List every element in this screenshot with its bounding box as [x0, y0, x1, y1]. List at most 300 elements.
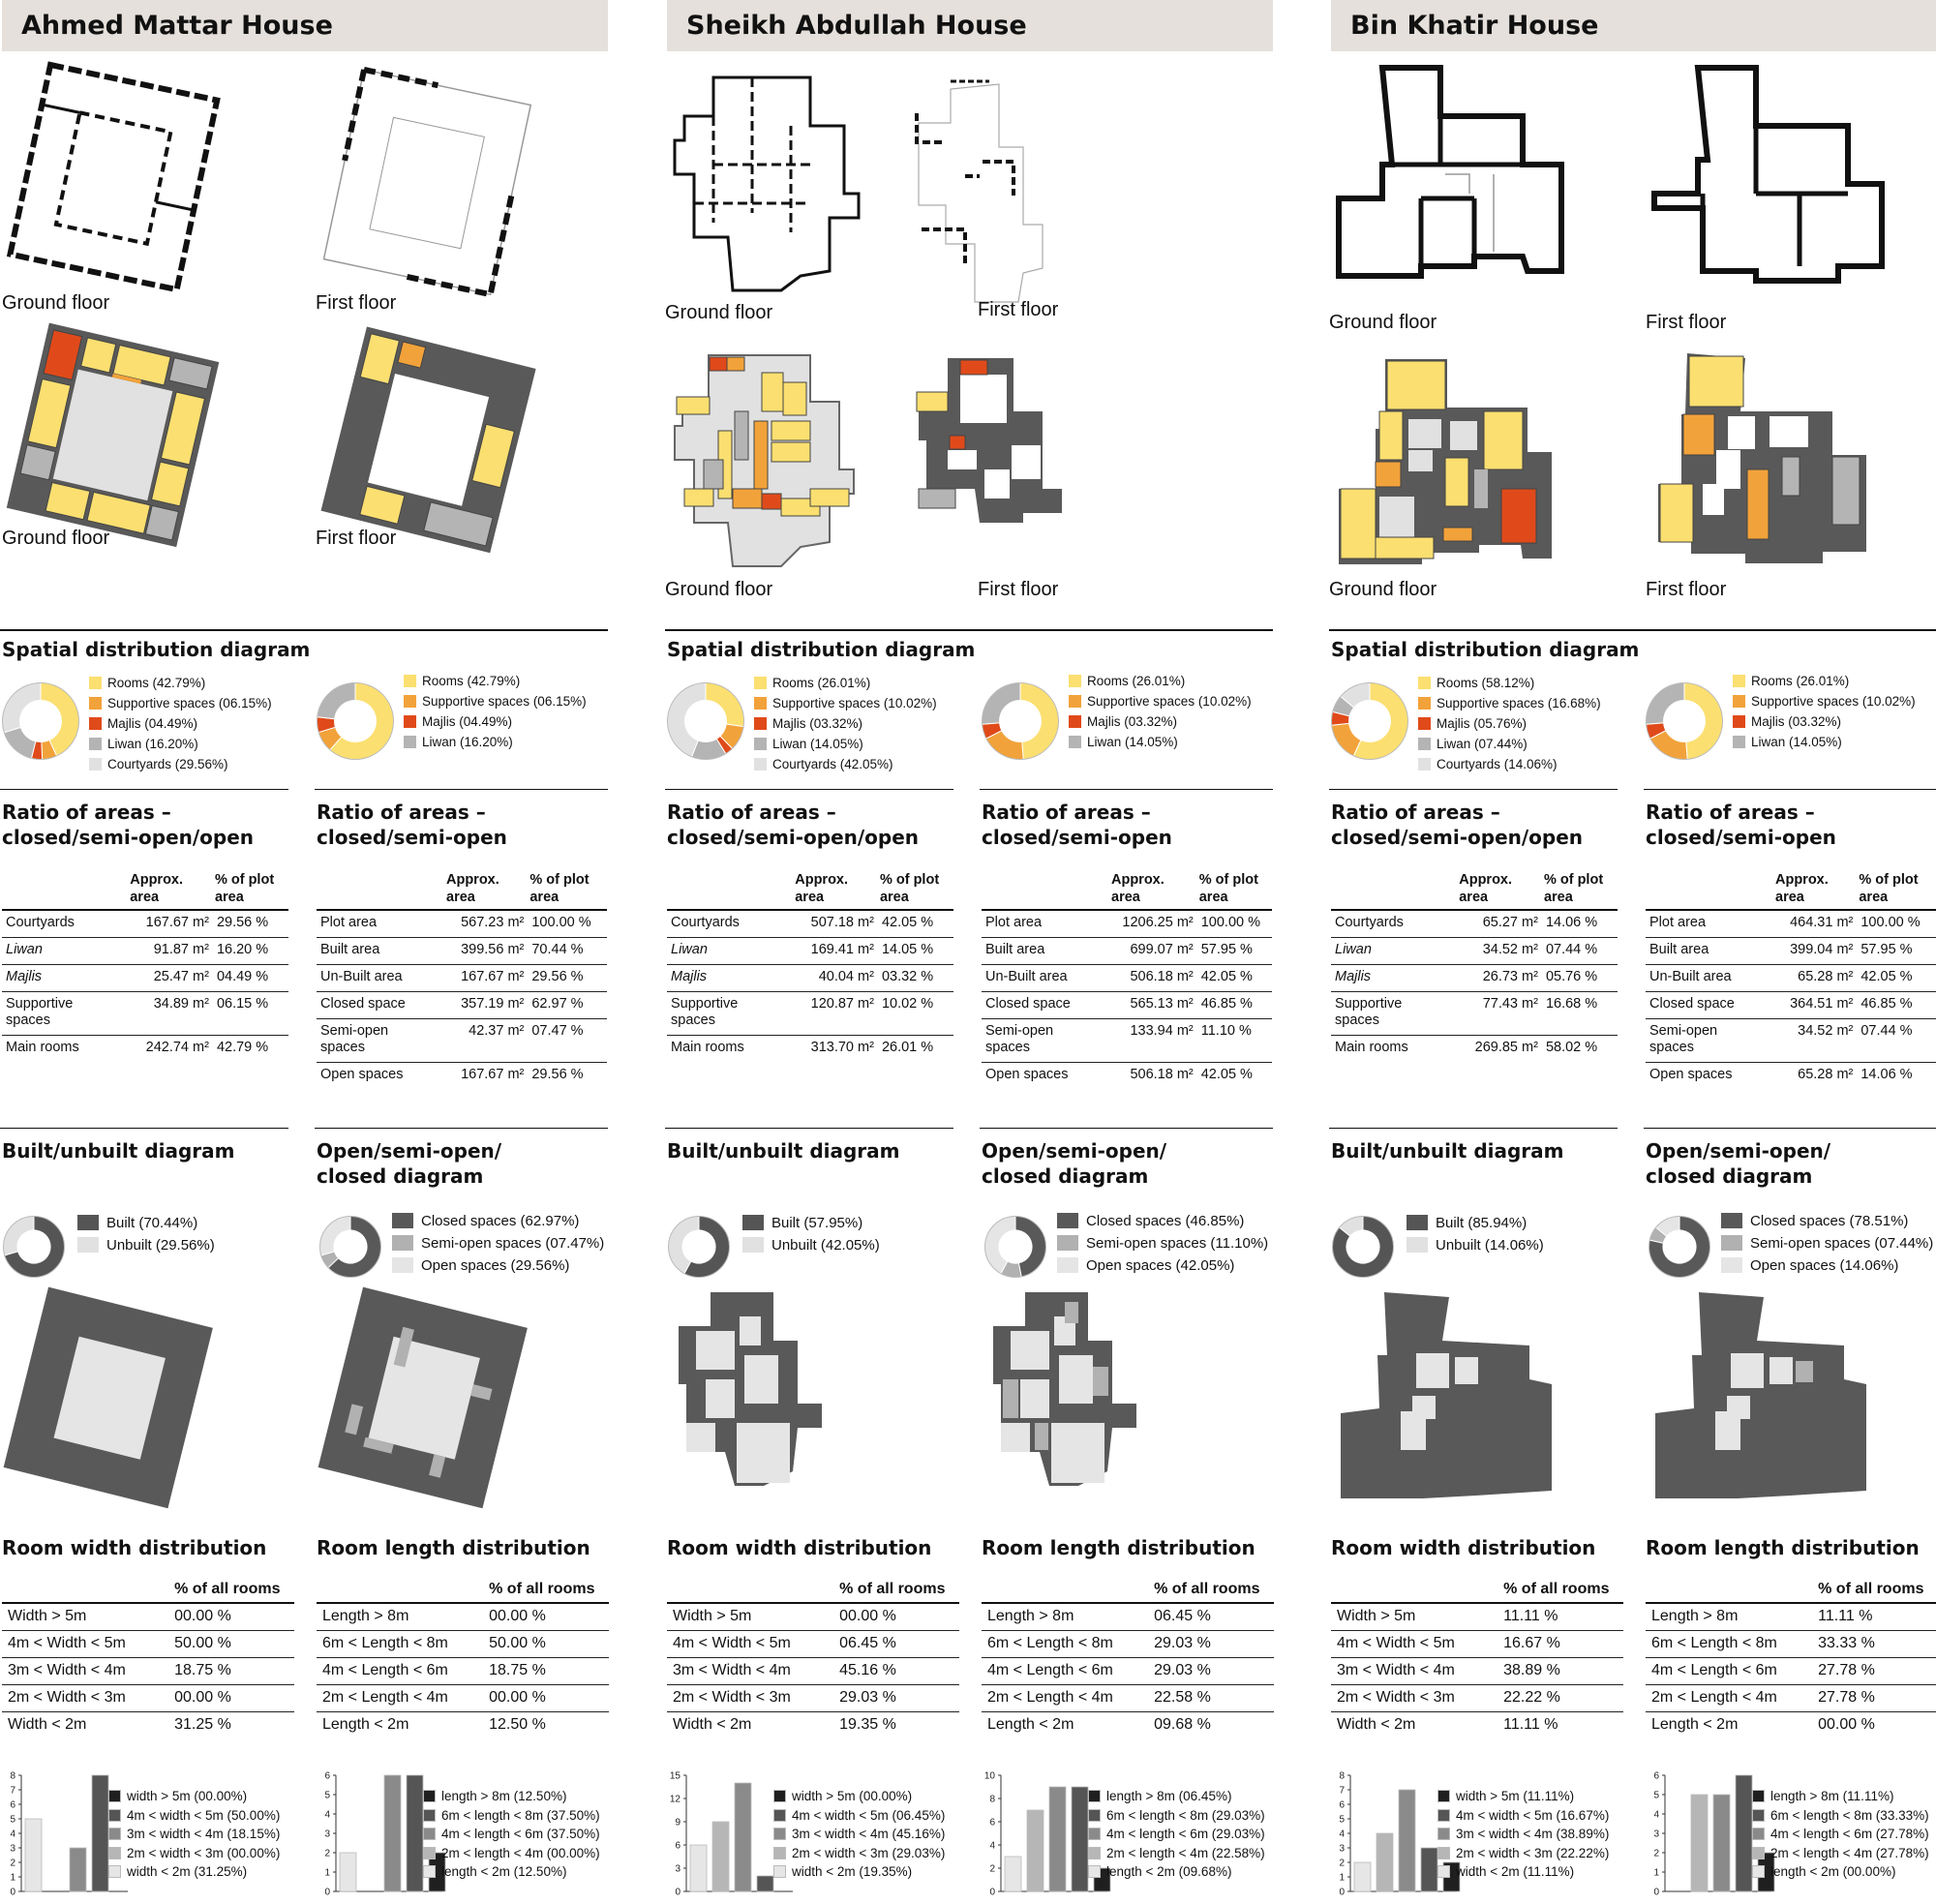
y-tick-label: 6 — [324, 1770, 330, 1782]
table-row — [1331, 1036, 1618, 1063]
legend-swatch — [1733, 715, 1745, 728]
divider — [1329, 1128, 1618, 1129]
row-label: Width < 2m — [667, 1712, 833, 1739]
row-label: Supportive spaces — [667, 992, 793, 1036]
col-area-header: Approx. area — [795, 872, 849, 905]
row-pct: 22.22 % — [1497, 1685, 1623, 1712]
row-label: 6m < Length < 8m — [1646, 1631, 1812, 1658]
row-label: Un-Built area — [1646, 965, 1773, 992]
legend-item — [1733, 732, 1916, 752]
table-row — [2, 1685, 294, 1712]
row-pct: 00.00 % — [483, 1685, 609, 1712]
legend-swatch — [742, 1237, 764, 1253]
plan-room — [1782, 457, 1800, 496]
table-row — [317, 1631, 609, 1658]
row-pct: 29.56 % — [528, 1063, 607, 1090]
table-row — [667, 910, 953, 938]
legend-label: 6m < length < 8m (33.33%) — [1770, 1807, 1929, 1823]
row-pct: 19.35 % — [833, 1712, 959, 1739]
table-header — [1331, 1581, 1623, 1603]
row-pct: 03.32 % — [878, 965, 953, 992]
legend-label: Majlis (03.32%) — [1751, 714, 1842, 729]
ground-floor-caption: Ground floor — [665, 579, 773, 600]
legend-item — [423, 1844, 600, 1863]
divider — [0, 1128, 288, 1129]
y-tick-label: 3 — [675, 1863, 681, 1875]
plan-room — [684, 489, 713, 506]
table-row — [1646, 938, 1936, 965]
ground-floor-caption: Ground floor — [665, 302, 773, 323]
table-row — [667, 1036, 953, 1063]
legend-swatch — [1088, 1847, 1101, 1859]
legend-label: width > 5m (00.00%) — [792, 1789, 913, 1803]
legend-swatch — [404, 695, 416, 708]
legend-label: 4m < width < 5m (50.00%) — [127, 1807, 281, 1823]
legend-label: Courtyards (14.06%) — [1437, 757, 1558, 771]
row-pct: 10.02 % — [878, 992, 953, 1036]
y-tick-label: 7 — [10, 1785, 15, 1797]
built-donut — [1, 1214, 67, 1280]
legend-label: length > 8m (12.50%) — [441, 1789, 567, 1803]
legend-item — [1733, 671, 1916, 691]
legend-label: Courtyards (29.56%) — [107, 757, 228, 771]
legend-swatch — [1418, 717, 1431, 730]
table-row — [982, 910, 1272, 938]
row-pct: 16.20 % — [213, 938, 288, 965]
y-tick-label: 5 — [10, 1814, 15, 1826]
legend-item — [108, 1787, 280, 1806]
table-row — [1331, 1685, 1623, 1712]
legend-label: Rooms (58.12%) — [1437, 676, 1535, 690]
first-floor-caption: First floor — [316, 528, 397, 549]
legend-swatch — [89, 738, 102, 750]
legend-swatch — [754, 758, 767, 771]
osc-donut — [318, 1214, 383, 1280]
legend-swatch — [1752, 1828, 1765, 1840]
donut-hole — [16, 1229, 50, 1263]
row-label: Main rooms — [2, 1036, 128, 1063]
row-label: Semi-open spaces — [1646, 1019, 1773, 1063]
legend-swatch — [1088, 1809, 1101, 1822]
row-pct: 29.03 % — [1148, 1658, 1274, 1685]
bar — [25, 1819, 42, 1891]
plan-room — [1770, 1357, 1793, 1384]
legend-swatch — [1057, 1257, 1078, 1273]
row-label: Open spaces — [1646, 1063, 1773, 1090]
plan-room — [762, 494, 781, 509]
table-row — [317, 1712, 609, 1739]
row-label: Liwan — [1331, 938, 1457, 965]
legend-item — [1088, 1862, 1265, 1882]
y-tick-label: 6 — [989, 1817, 995, 1828]
y-tick-label: 1 — [1339, 1872, 1345, 1884]
legend-label: 3m < width < 4m (45.16%) — [792, 1827, 946, 1841]
row-label: Supportive spaces — [1331, 992, 1457, 1036]
legend-swatch — [1752, 1847, 1765, 1859]
plan-room — [1455, 1357, 1478, 1384]
legend-swatch — [1721, 1235, 1742, 1251]
bar — [1049, 1787, 1066, 1891]
row-pct: 07.47 % — [528, 1019, 607, 1063]
legend-item — [404, 732, 587, 752]
table-row — [1331, 1603, 1623, 1631]
plan-room — [710, 357, 727, 371]
y-tick-label: 15 — [669, 1770, 681, 1782]
length-legend — [1088, 1787, 1265, 1882]
row-pct: 05.76 % — [1542, 965, 1618, 992]
y-tick-label: 6 — [1339, 1799, 1345, 1811]
plan-room — [1001, 1423, 1030, 1452]
bar — [407, 1775, 423, 1891]
spatial-title: Spatial distribution diagram — [2, 638, 311, 661]
row-label: 3m < Width < 4m — [667, 1658, 833, 1685]
table-header — [982, 1581, 1274, 1603]
row-pct: 33.33 % — [1812, 1631, 1936, 1658]
bar — [757, 1876, 773, 1891]
legend-swatch — [404, 675, 416, 687]
legend-swatch — [1057, 1235, 1078, 1251]
table-row — [317, 1063, 607, 1090]
plan-room — [145, 505, 178, 540]
plan-room — [984, 469, 1010, 499]
row-pct: 29.56 % — [213, 910, 288, 938]
plan-room — [1703, 484, 1724, 515]
legend-swatch — [392, 1235, 413, 1251]
col-area-header: Approx. area — [1775, 872, 1829, 905]
row-pct: 45.16 % — [833, 1658, 959, 1685]
table-row — [982, 965, 1272, 992]
row-pct: 27.78 % — [1812, 1658, 1936, 1685]
divider — [1329, 789, 1618, 790]
plan-room — [1408, 450, 1433, 471]
row-area: 464.31 m² — [1773, 910, 1857, 938]
legend — [404, 671, 587, 752]
legend-item — [1418, 754, 1601, 774]
table-header — [667, 871, 953, 910]
row-label: 2m < Length < 4m — [982, 1685, 1148, 1712]
built-donut — [666, 1214, 732, 1280]
col-pct-header: % of plot area — [879, 872, 940, 905]
legend-item — [423, 1862, 600, 1882]
legend-swatch — [754, 738, 767, 750]
width-legend — [773, 1787, 945, 1882]
row-label: Length < 2m — [982, 1712, 1148, 1739]
y-tick-label: 5 — [1653, 1790, 1659, 1801]
plan-room — [1796, 1361, 1813, 1382]
y-tick-label: 0 — [10, 1887, 15, 1898]
table-row — [667, 1631, 959, 1658]
first-floor-caption: First floor — [1646, 579, 1727, 600]
row-area: 34.52 m² — [1773, 1019, 1857, 1063]
legend-label: Liwan (14.05%) — [1087, 735, 1178, 749]
divider — [980, 789, 1273, 790]
ground-floor-caption: Ground floor — [2, 528, 110, 549]
legend-item — [773, 1806, 945, 1826]
legend-item — [1069, 711, 1252, 732]
row-pct: 31.25 % — [168, 1712, 294, 1739]
length-distribution-table — [982, 1581, 1274, 1738]
legend-label: Unbuilt (14.06%) — [1436, 1237, 1544, 1254]
osc-donut — [983, 1214, 1048, 1280]
ground-floor-use-plan — [4, 329, 227, 547]
legend-label: Rooms (26.01%) — [772, 676, 871, 690]
row-pct: 00.00 % — [1812, 1712, 1936, 1739]
builtunbuilt-title: Built/unbuilt diagram — [1331, 1139, 1564, 1163]
table-corner — [667, 1581, 833, 1603]
legend-label: Rooms (42.79%) — [422, 674, 521, 688]
house-title: Bin Khatir House — [1331, 0, 1936, 51]
table-header — [1331, 871, 1618, 910]
osc-title: Open/semi-open/ closed diagram — [1646, 1139, 1831, 1188]
table-row — [2, 992, 288, 1036]
legend-swatch — [77, 1237, 99, 1253]
legend-item — [89, 673, 272, 693]
bar — [340, 1853, 356, 1891]
row-pct: 42.79 % — [213, 1036, 288, 1063]
plan-room — [1065, 1302, 1078, 1323]
legend-swatch — [1733, 695, 1745, 708]
row-label: Supportive spaces — [2, 992, 128, 1036]
legend-label: Semi-open spaces (11.10%) — [1086, 1235, 1269, 1252]
legend-swatch — [773, 1809, 786, 1822]
first-floor-plan — [319, 73, 542, 305]
ratio-closed-title: Ratio of areas – closed/semi-open — [1646, 801, 1836, 849]
plan-room — [1832, 457, 1860, 525]
legend-item — [1088, 1806, 1265, 1826]
row-area: 34.89 m² — [128, 992, 213, 1036]
legend-label: Semi-open spaces (07.47%) — [421, 1235, 605, 1252]
table-row — [2, 1631, 294, 1658]
legend-swatch — [1437, 1847, 1450, 1859]
table-corner — [317, 871, 444, 910]
legend-item — [1752, 1806, 1929, 1826]
plan-room — [735, 411, 748, 460]
table-row — [1331, 1658, 1623, 1685]
plan-room — [677, 397, 710, 414]
row-label: Plot area — [317, 910, 444, 938]
ground-floor-caption: Ground floor — [1329, 312, 1437, 333]
col-pct-rooms-header: % of all rooms — [1818, 1581, 1924, 1597]
legend-swatch — [89, 677, 102, 689]
plan-shape — [1341, 1292, 1552, 1498]
table-row — [1646, 1063, 1936, 1090]
legend-label: Rooms (26.01%) — [1087, 674, 1186, 688]
plan-room — [704, 460, 723, 489]
legend-item — [1437, 1806, 1609, 1826]
spatial-donut-all — [1329, 680, 1410, 762]
table-corner — [1331, 871, 1457, 910]
bar — [1376, 1833, 1393, 1891]
y-tick-label: 3 — [324, 1828, 330, 1840]
legend-swatch — [89, 717, 102, 730]
row-area: 567.23 m² — [444, 910, 528, 938]
row-area: 169.41 m² — [793, 938, 878, 965]
legend-label: width < 2m (11.11%) — [1456, 1864, 1575, 1879]
table-row — [667, 1712, 959, 1739]
table-header — [2, 1581, 294, 1603]
row-pct: 42.05 % — [1197, 1063, 1272, 1090]
table-row — [1646, 1019, 1936, 1063]
row-label: Length > 8m — [982, 1603, 1148, 1631]
first-floor-caption: First floor — [1646, 312, 1727, 333]
table-row — [1331, 992, 1618, 1036]
row-pct: 70.44 % — [528, 938, 607, 965]
row-label: Built area — [317, 938, 444, 965]
legend-item — [1752, 1825, 1929, 1844]
row-label: Courtyards — [1331, 910, 1457, 938]
col-pct-rooms-header: % of all rooms — [174, 1581, 281, 1597]
plan-room — [1501, 489, 1536, 543]
col-area-header: Approx. area — [1111, 872, 1165, 905]
table-row — [982, 1603, 1274, 1631]
y-tick-label: 8 — [10, 1770, 15, 1782]
table-row — [317, 910, 607, 938]
y-tick-label: 0 — [675, 1887, 681, 1898]
table-header — [667, 1581, 959, 1603]
plan-room — [733, 489, 762, 508]
legend-label: 2m < width < 3m (00.00%) — [127, 1845, 281, 1860]
y-tick-label: 10 — [983, 1770, 995, 1782]
row-pct: 42.05 % — [1197, 965, 1272, 992]
legend-swatch — [1088, 1828, 1101, 1840]
length-dist-title: Room length distribution — [982, 1536, 1255, 1559]
row-label: 4m < Width < 5m — [667, 1631, 833, 1658]
plan-room — [1416, 1353, 1449, 1388]
y-tick-label: 6 — [1653, 1770, 1659, 1782]
row-label: 2m < Length < 4m — [1646, 1685, 1812, 1712]
legend-item — [404, 711, 587, 732]
legend-label: 4m < length < 6m (27.78%) — [1770, 1827, 1929, 1841]
row-area: 77.43 m² — [1457, 992, 1542, 1036]
row-area: 242.74 m² — [128, 1036, 213, 1063]
house-panel — [1329, 0, 1936, 1904]
row-label: Open spaces — [982, 1063, 1109, 1090]
divider — [315, 1128, 608, 1129]
legend-item — [423, 1787, 600, 1806]
legend-item — [108, 1844, 280, 1863]
row-label: Width > 5m — [2, 1603, 168, 1631]
bar — [1072, 1787, 1088, 1891]
spatial-donut-roofed — [980, 680, 1061, 762]
legend-item — [754, 754, 937, 774]
legend-label: 2m < length < 4m (27.78%) — [1770, 1845, 1929, 1860]
table-header — [1646, 1581, 1936, 1603]
legend-swatch — [1733, 675, 1745, 687]
plan-room — [1660, 484, 1693, 542]
y-tick-label: 4 — [1653, 1809, 1659, 1821]
table-row — [667, 1603, 959, 1631]
divider — [665, 629, 1273, 631]
legend-swatch — [1418, 758, 1431, 771]
legend-item — [423, 1825, 600, 1844]
length-dist-title: Room length distribution — [317, 1536, 590, 1559]
legend-swatch — [773, 1865, 786, 1878]
legend-item — [108, 1806, 280, 1826]
row-pct: 100.00 % — [1857, 910, 1936, 938]
row-area: 25.47 m² — [128, 965, 213, 992]
row-label: Width < 2m — [2, 1712, 168, 1739]
row-area: 133.94 m² — [1109, 1019, 1197, 1063]
plan-room — [762, 373, 783, 411]
legend-swatch — [773, 1790, 786, 1802]
divider — [315, 789, 608, 790]
table-row — [1331, 1631, 1623, 1658]
legend-swatch — [1407, 1215, 1428, 1230]
plan-room — [1093, 1367, 1108, 1396]
row-pct: 16.68 % — [1542, 992, 1618, 1036]
y-tick-label: 1 — [324, 1867, 330, 1879]
legend-item — [89, 713, 272, 734]
divider — [0, 629, 608, 631]
plan-room — [1715, 1411, 1740, 1450]
table-row — [1646, 992, 1936, 1019]
legend-item — [1418, 713, 1601, 734]
legend-label: width > 5m (11.11%) — [1456, 1789, 1575, 1803]
table-header — [317, 871, 607, 910]
plan-room — [1450, 421, 1477, 450]
donut-hole — [19, 700, 62, 742]
length-legend — [1752, 1787, 1929, 1882]
y-tick-label: 0 — [989, 1887, 995, 1898]
table-row — [982, 938, 1272, 965]
legend-item — [754, 713, 937, 734]
legend-label: Built (85.94%) — [1436, 1215, 1528, 1231]
row-label: 6m < Length < 8m — [982, 1631, 1148, 1658]
table-row — [1646, 965, 1936, 992]
legend-label: Open spaces (29.56%) — [421, 1257, 570, 1274]
row-area: 1206.25 m² — [1109, 910, 1197, 938]
legend-label: Liwan (07.44%) — [1437, 737, 1528, 751]
open-semi-closed-plan — [317, 1287, 529, 1510]
plan-shape — [919, 84, 1043, 302]
legend-label: Supportive spaces (16.68%) — [1437, 696, 1601, 710]
legend-item — [89, 754, 272, 774]
row-label: Courtyards — [667, 910, 793, 938]
col-pct-header: % of plot area — [529, 872, 590, 905]
plan-room — [1484, 411, 1523, 469]
row-label: Semi-open spaces — [982, 1019, 1109, 1063]
legend-item — [773, 1844, 945, 1863]
table-row — [317, 938, 607, 965]
table-corner — [317, 1581, 483, 1603]
row-label: Plot area — [982, 910, 1109, 938]
row-pct: 22.58 % — [1148, 1685, 1274, 1712]
row-area: 269.85 m² — [1457, 1036, 1542, 1063]
width-dist-title: Room width distribution — [1331, 1536, 1596, 1559]
spatial-title: Spatial distribution diagram — [1331, 638, 1640, 661]
legend-item — [1418, 693, 1601, 713]
row-area: 167.67 m² — [128, 910, 213, 938]
row-pct: 50.00 % — [168, 1631, 294, 1658]
row-area: 40.04 m² — [793, 965, 878, 992]
row-area: 506.18 m² — [1109, 965, 1197, 992]
row-pct: 42.05 % — [878, 910, 953, 938]
table-header — [2, 871, 288, 910]
table-header — [982, 871, 1272, 910]
y-tick-label: 7 — [1339, 1785, 1345, 1797]
row-label: Main rooms — [667, 1036, 793, 1063]
table-row — [2, 1658, 294, 1685]
donut-hole — [334, 700, 377, 742]
osc-donut — [1647, 1214, 1712, 1280]
bar — [1399, 1790, 1415, 1891]
legend-label: Supportive spaces (10.02%) — [1087, 694, 1252, 709]
spatial-title: Spatial distribution diagram — [667, 638, 976, 661]
row-area: 34.52 m² — [1457, 938, 1542, 965]
open-semi-closed-plan — [982, 1287, 1195, 1510]
width-dist-title: Room width distribution — [667, 1536, 932, 1559]
legend-item — [1721, 1254, 1933, 1277]
